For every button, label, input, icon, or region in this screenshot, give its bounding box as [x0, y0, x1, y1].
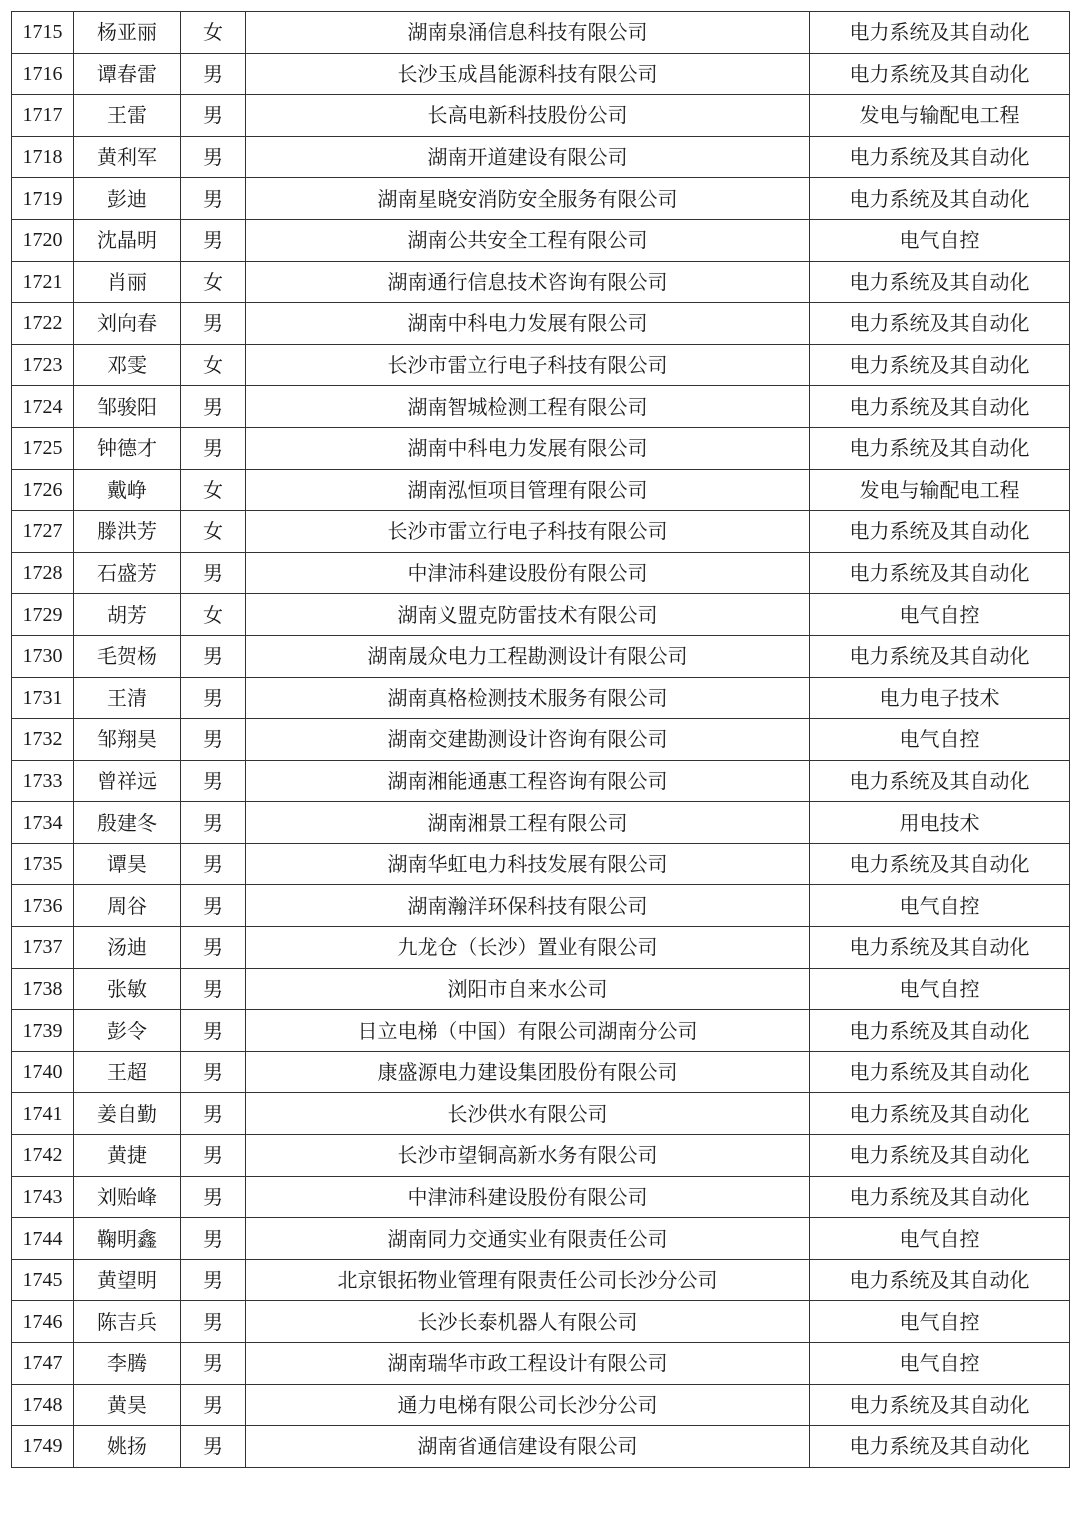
major: 电力系统及其自动化 [810, 1176, 1070, 1218]
person-name: 王超 [74, 1051, 181, 1093]
table-row [12, 1343, 1070, 1385]
person-name: 毛贺杨 [74, 635, 181, 677]
gender: 男 [181, 885, 246, 927]
row-number: 1717 [12, 95, 74, 137]
row-number: 1734 [12, 802, 74, 844]
roster-table [11, 11, 1070, 1468]
row-number: 1727 [12, 511, 74, 553]
major: 电力系统及其自动化 [810, 1093, 1070, 1135]
company-name: 湖南华虹电力科技发展有限公司 [246, 843, 810, 885]
row-number: 1723 [12, 344, 74, 386]
gender: 男 [181, 386, 246, 428]
company-name: 中津沛科建设股份有限公司 [246, 1176, 810, 1218]
company-name: 长高电新科技股份公司 [246, 95, 810, 137]
table-row [12, 1301, 1070, 1343]
person-name: 黄捷 [74, 1135, 181, 1177]
row-number: 1745 [12, 1259, 74, 1301]
person-name: 姚扬 [74, 1426, 181, 1468]
gender: 男 [181, 219, 246, 261]
table-row [12, 1093, 1070, 1135]
gender: 女 [181, 594, 246, 636]
gender: 男 [181, 427, 246, 469]
row-number: 1742 [12, 1135, 74, 1177]
company-name: 康盛源电力建设集团股份有限公司 [246, 1051, 810, 1093]
company-name: 北京银拓物业管理有限责任公司长沙分公司 [246, 1259, 810, 1301]
person-name: 鞠明鑫 [74, 1218, 181, 1260]
row-number: 1718 [12, 136, 74, 178]
person-name: 张敏 [74, 968, 181, 1010]
gender: 男 [181, 1135, 246, 1177]
major: 发电与输配电工程 [810, 469, 1070, 511]
row-number: 1728 [12, 552, 74, 594]
gender: 女 [181, 261, 246, 303]
company-name: 湖南瑞华市政工程设计有限公司 [246, 1343, 810, 1385]
company-name: 长沙供水有限公司 [246, 1093, 810, 1135]
person-name: 杨亚丽 [74, 12, 181, 54]
company-name: 湖南公共安全工程有限公司 [246, 219, 810, 261]
table-row [12, 1384, 1070, 1426]
company-name: 长沙玉成昌能源科技有限公司 [246, 53, 810, 95]
gender: 男 [181, 968, 246, 1010]
row-number: 1746 [12, 1301, 74, 1343]
person-name: 肖丽 [74, 261, 181, 303]
table-row [12, 386, 1070, 428]
person-name: 黄昊 [74, 1384, 181, 1426]
gender: 女 [181, 469, 246, 511]
row-number: 1722 [12, 303, 74, 345]
table-row [12, 885, 1070, 927]
table-row [12, 1259, 1070, 1301]
major: 电气自控 [810, 1301, 1070, 1343]
major: 电力系统及其自动化 [810, 843, 1070, 885]
major: 用电技术 [810, 802, 1070, 844]
person-name: 钟德才 [74, 427, 181, 469]
person-name: 王清 [74, 677, 181, 719]
gender: 男 [181, 719, 246, 761]
table-row [12, 594, 1070, 636]
table-row [12, 1426, 1070, 1468]
major: 电力系统及其自动化 [810, 1384, 1070, 1426]
major: 电力系统及其自动化 [810, 53, 1070, 95]
company-name: 长沙市雷立行电子科技有限公司 [246, 511, 810, 553]
gender: 男 [181, 53, 246, 95]
person-name: 邓雯 [74, 344, 181, 386]
gender: 男 [181, 1010, 246, 1052]
company-name: 长沙长泰机器人有限公司 [246, 1301, 810, 1343]
major: 电气自控 [810, 1343, 1070, 1385]
table-row [12, 843, 1070, 885]
person-name: 黄利军 [74, 136, 181, 178]
company-name: 湖南开道建设有限公司 [246, 136, 810, 178]
row-number: 1735 [12, 843, 74, 885]
company-name: 中津沛科建设股份有限公司 [246, 552, 810, 594]
person-name: 彭令 [74, 1010, 181, 1052]
person-name: 胡芳 [74, 594, 181, 636]
row-number: 1726 [12, 469, 74, 511]
company-name: 九龙仓（长沙）置业有限公司 [246, 927, 810, 969]
company-name: 日立电梯（中国）有限公司湖南分公司 [246, 1010, 810, 1052]
person-name: 李腾 [74, 1343, 181, 1385]
row-number: 1721 [12, 261, 74, 303]
company-name: 湖南真格检测技术服务有限公司 [246, 677, 810, 719]
row-number: 1719 [12, 178, 74, 220]
roster-body [12, 12, 1070, 1468]
row-number: 1736 [12, 885, 74, 927]
table-row [12, 1051, 1070, 1093]
gender: 男 [181, 1426, 246, 1468]
major: 电力系统及其自动化 [810, 136, 1070, 178]
table-row [12, 95, 1070, 137]
person-name: 谭春雷 [74, 53, 181, 95]
major: 电气自控 [810, 885, 1070, 927]
row-number: 1732 [12, 719, 74, 761]
table-row [12, 136, 1070, 178]
person-name: 彭迪 [74, 178, 181, 220]
company-name: 湖南交建勘测设计咨询有限公司 [246, 719, 810, 761]
person-name: 汤迪 [74, 927, 181, 969]
company-name: 湖南同力交通实业有限责任公司 [246, 1218, 810, 1260]
gender: 男 [181, 1176, 246, 1218]
table-row [12, 552, 1070, 594]
company-name: 湖南智城检测工程有限公司 [246, 386, 810, 428]
gender: 男 [181, 802, 246, 844]
row-number: 1716 [12, 53, 74, 95]
gender: 男 [181, 1218, 246, 1260]
major: 电力系统及其自动化 [810, 927, 1070, 969]
major: 电力系统及其自动化 [810, 1426, 1070, 1468]
table-row [12, 635, 1070, 677]
gender: 男 [181, 843, 246, 885]
person-name: 沈晶明 [74, 219, 181, 261]
company-name: 湖南中科电力发展有限公司 [246, 427, 810, 469]
table-row [12, 1010, 1070, 1052]
gender: 男 [181, 552, 246, 594]
row-number: 1743 [12, 1176, 74, 1218]
table-row [12, 511, 1070, 553]
table-row [12, 53, 1070, 95]
major: 电力系统及其自动化 [810, 552, 1070, 594]
major: 电气自控 [810, 594, 1070, 636]
major: 电力系统及其自动化 [810, 1051, 1070, 1093]
row-number: 1729 [12, 594, 74, 636]
major: 电力系统及其自动化 [810, 511, 1070, 553]
row-number: 1725 [12, 427, 74, 469]
row-number: 1724 [12, 386, 74, 428]
person-name: 曾祥远 [74, 760, 181, 802]
company-name: 湖南中科电力发展有限公司 [246, 303, 810, 345]
gender: 男 [181, 927, 246, 969]
major: 电力系统及其自动化 [810, 261, 1070, 303]
table-row [12, 178, 1070, 220]
row-number: 1748 [12, 1384, 74, 1426]
major: 电力系统及其自动化 [810, 760, 1070, 802]
company-name: 长沙市雷立行电子科技有限公司 [246, 344, 810, 386]
major: 电力系统及其自动化 [810, 386, 1070, 428]
company-name: 湖南通行信息技术咨询有限公司 [246, 261, 810, 303]
gender: 男 [181, 1384, 246, 1426]
table-row [12, 968, 1070, 1010]
row-number: 1739 [12, 1010, 74, 1052]
row-number: 1747 [12, 1343, 74, 1385]
table-row [12, 719, 1070, 761]
company-name: 湖南泓恒项目管理有限公司 [246, 469, 810, 511]
row-number: 1749 [12, 1426, 74, 1468]
row-number: 1733 [12, 760, 74, 802]
person-name: 戴峥 [74, 469, 181, 511]
table-row [12, 344, 1070, 386]
row-number: 1731 [12, 677, 74, 719]
major: 电力系统及其自动化 [810, 635, 1070, 677]
gender: 男 [181, 1259, 246, 1301]
person-name: 石盛芳 [74, 552, 181, 594]
major: 电力系统及其自动化 [810, 344, 1070, 386]
gender: 男 [181, 760, 246, 802]
person-name: 周谷 [74, 885, 181, 927]
person-name: 姜自勤 [74, 1093, 181, 1135]
gender: 女 [181, 511, 246, 553]
major: 电气自控 [810, 1218, 1070, 1260]
major: 电力系统及其自动化 [810, 303, 1070, 345]
gender: 男 [181, 303, 246, 345]
major: 电力系统及其自动化 [810, 427, 1070, 469]
table-row [12, 802, 1070, 844]
gender: 男 [181, 95, 246, 137]
major: 电力系统及其自动化 [810, 1135, 1070, 1177]
table-row [12, 760, 1070, 802]
table-row [12, 1176, 1070, 1218]
row-number: 1741 [12, 1093, 74, 1135]
company-name: 通力电梯有限公司长沙分公司 [246, 1384, 810, 1426]
company-name: 湖南星晓安消防安全服务有限公司 [246, 178, 810, 220]
table-row [12, 303, 1070, 345]
company-name: 湖南省通信建设有限公司 [246, 1426, 810, 1468]
person-name: 邹骏阳 [74, 386, 181, 428]
gender: 男 [181, 677, 246, 719]
company-name: 湖南湘景工程有限公司 [246, 802, 810, 844]
major: 电力系统及其自动化 [810, 1259, 1070, 1301]
major: 电力电子技术 [810, 677, 1070, 719]
table-row [12, 469, 1070, 511]
gender: 男 [181, 1301, 246, 1343]
person-name: 滕洪芳 [74, 511, 181, 553]
row-number: 1740 [12, 1051, 74, 1093]
person-name: 黄望明 [74, 1259, 181, 1301]
table-row [12, 1218, 1070, 1260]
gender: 男 [181, 1051, 246, 1093]
gender: 男 [181, 1343, 246, 1385]
gender: 女 [181, 12, 246, 54]
gender: 男 [181, 1093, 246, 1135]
major: 电力系统及其自动化 [810, 178, 1070, 220]
gender: 女 [181, 344, 246, 386]
company-name: 湖南义盟克防雷技术有限公司 [246, 594, 810, 636]
table-row [12, 427, 1070, 469]
row-number: 1737 [12, 927, 74, 969]
person-name: 刘贻峰 [74, 1176, 181, 1218]
major: 发电与输配电工程 [810, 95, 1070, 137]
row-number: 1730 [12, 635, 74, 677]
row-number: 1738 [12, 968, 74, 1010]
person-name: 王雷 [74, 95, 181, 137]
major: 电力系统及其自动化 [810, 1010, 1070, 1052]
company-name: 长沙市望铜高新水务有限公司 [246, 1135, 810, 1177]
table-row [12, 261, 1070, 303]
table-row [12, 927, 1070, 969]
row-number: 1715 [12, 12, 74, 54]
person-name: 谭昊 [74, 843, 181, 885]
row-number: 1744 [12, 1218, 74, 1260]
row-number: 1720 [12, 219, 74, 261]
table-row [12, 677, 1070, 719]
major: 电气自控 [810, 219, 1070, 261]
major: 电力系统及其自动化 [810, 12, 1070, 54]
table-row [12, 219, 1070, 261]
gender: 男 [181, 635, 246, 677]
person-name: 刘向春 [74, 303, 181, 345]
gender: 男 [181, 178, 246, 220]
person-name: 陈吉兵 [74, 1301, 181, 1343]
company-name: 浏阳市自来水公司 [246, 968, 810, 1010]
company-name: 湖南瀚洋环保科技有限公司 [246, 885, 810, 927]
person-name: 殷建冬 [74, 802, 181, 844]
company-name: 湖南湘能通惠工程咨询有限公司 [246, 760, 810, 802]
person-name: 邹翔昊 [74, 719, 181, 761]
company-name: 湖南晟众电力工程勘测设计有限公司 [246, 635, 810, 677]
gender: 男 [181, 136, 246, 178]
table-row [12, 1135, 1070, 1177]
company-name: 湖南泉涌信息科技有限公司 [246, 12, 810, 54]
major: 电气自控 [810, 968, 1070, 1010]
table-row [12, 12, 1070, 54]
major: 电气自控 [810, 719, 1070, 761]
